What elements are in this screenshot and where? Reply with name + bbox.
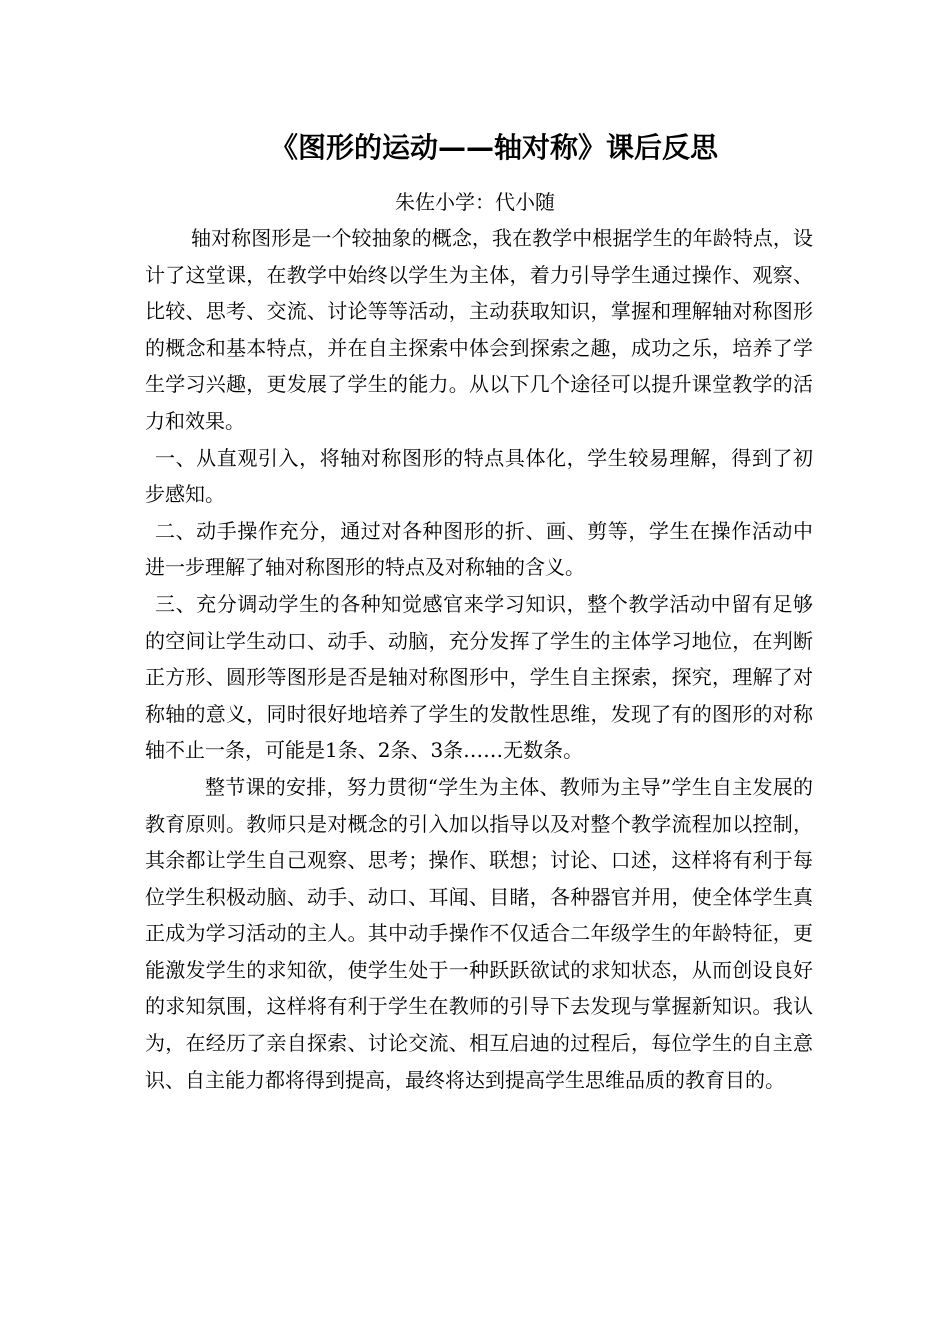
document-author: 朱佐小学：代小随 [395,190,555,214]
paragraph-point-2: 二、动手操作充分，通过对各种图形的折、画、剪等，学生在操作活动中进一步理解了轴对称图形的特点及对称轴的含义。 [145,518,813,580]
document-title: 《图形的运动——轴对称》课后反思 [270,131,719,164]
paragraph-point-1: 一、从直观引入，将轴对称图形的特点具体化，学生较易理解，得到了初步感知。 [145,445,813,507]
paragraph-intro: 轴对称图形是一个较抽象的概念，我在教学中根据学生的年龄特点，设计了这堂课，在教学中始终以学生为主体，着力引导学生通过操作、观察、比较、思考、交流、讨论等等活动，主动获取知识，掌握和理解轴对称图形的概念和基本特点，并在自主探索中体会到探索之趣，成功之乐，培养了学生学习兴趣，更发展了学生的能力。从以下几个途径可以提升课堂教学的活力和效果。 [145,226,813,433]
document-body [145,220,813,1098]
paragraph-point-3: 三、充分调动学生的各种知觉感官来学习知识，整个教学活动中留有足够的空间让学生动口、动手、动脑，充分发挥了学生的主体学习地位，在判断正方形、圆形等图形是否是轴对称图形中，学生自主探索，探究，理解了对称轴的意义，同时很好地培养了学生的发散性思维，发现了有的图形的对称轴不止一条，可能是1条、2条、3条……无数条。 [145,591,813,763]
paragraph-summary: 整节课的安排，努力贯彻“学生为主体、教师为主导”学生自主发展的教育原则。教师只是对概念的引入加以指导以及对整个教学流程加以控制，其余都让学生自己观察、思考；操作、联想；讨论、口述，这样将有利于每位学生积极动脑、动手、动口、耳闻、目睹，各种器官并用，使全体学生真正成为学习活动的主人。其中动手操作不仅适合二年级学生的年龄特征，更能激发学生的求知欲，使学生处于一种跃跃欲试的求知状态，从而创设良好的求知氛围，这样将有利于学生在教师的引导下去发现与掌握新知识。我认为，在经历了亲自探索、讨论交流、相互启迪的过程后，每位学生的自主意识、自主能力都将得到提高，最终将达到提高学生思维品质的教育目的。 [145,774,813,1092]
